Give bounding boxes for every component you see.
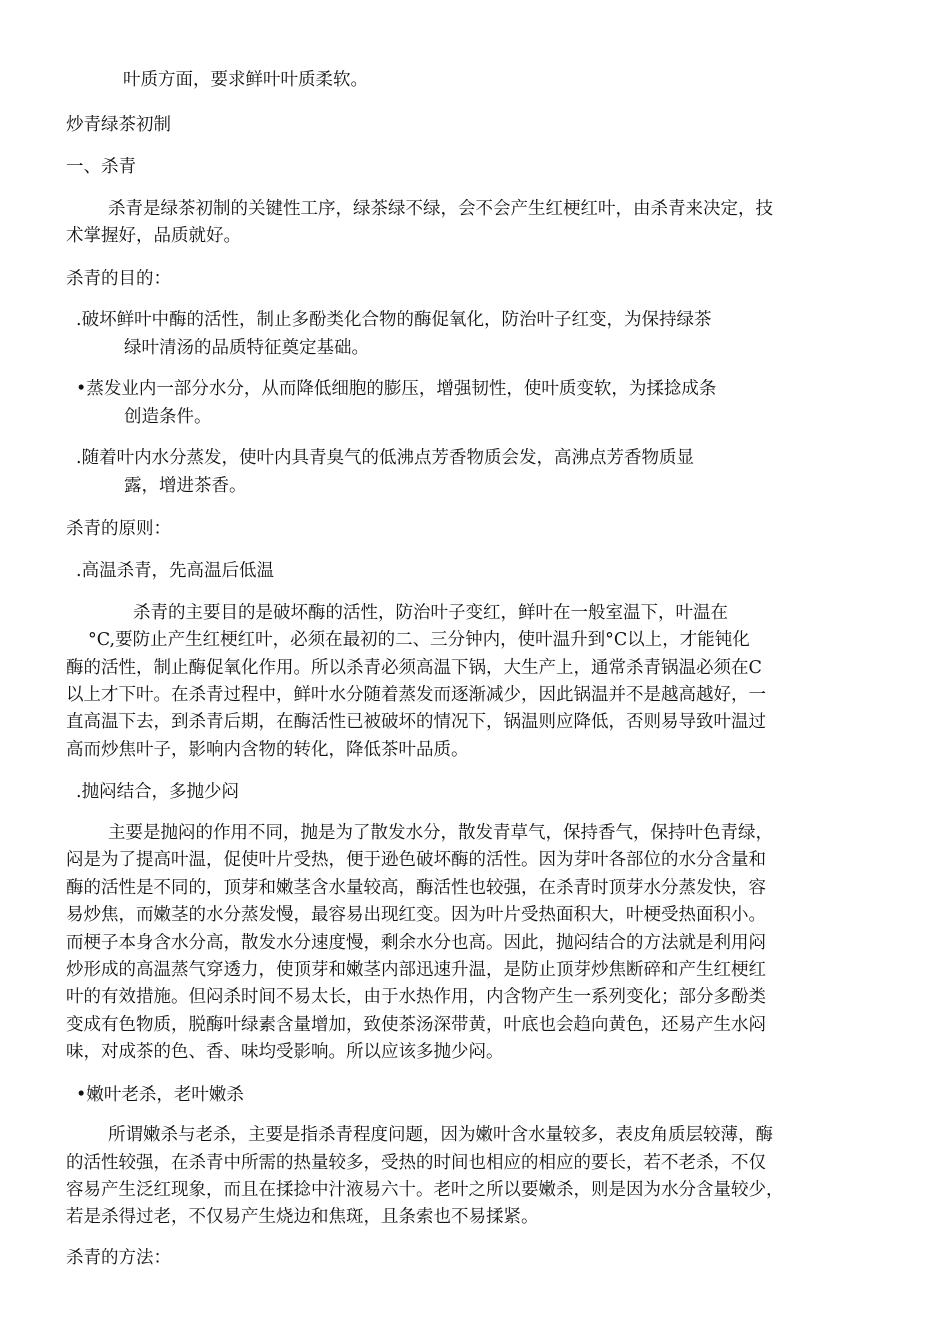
purpose-item-2-line-1: •蒸发业内一部分水分，从而降低细胞的膨压，增强韧性，使叶质变软，为揉捻成条 (76, 379, 717, 399)
paragraph-fixing-intro-line-1: 杀青是绿茶初制的关键性工序，绿茶绿不绿，会不会产生红梗红叶，由杀青来决定，技 (108, 199, 773, 219)
principle-1-title: .高温杀青，先高温后低温 (76, 561, 275, 581)
principle-1-body-line-3: 酶的活性，制止酶促氧化作用。所以杀青必须高温下锅，大生产上，通常杀青锅温必须在C (66, 658, 762, 678)
paragraph-fixing-intro-line-2: 术掌握好，品质就好。 (66, 226, 241, 246)
principle-3-body-line-1: 所谓嫩杀与老杀，主要是指杀青程度问题，因为嫩叶含水量较多，表皮角质层较薄，酶 (108, 1125, 773, 1145)
principle-3-title: •嫩叶老杀，老叶嫩杀 (76, 1085, 244, 1105)
principle-2-body-line-4: 易炒焦，而嫩茎的水分蒸发慢，最容易出现红变。因为叶片受热面积大，叶梗受热面积小。 (66, 905, 766, 925)
principle-3-body-line-3: 容易产生泛红现象，而且在揉捻中汁液易六十。老叶之所以要嫩杀，则是因为水分含量较少， (66, 1180, 784, 1200)
principle-1-body-line-5: 直高温下去，到杀青后期，在酶活性已被破坏的情况下，锅温则应降低，否则易导致叶温过 (66, 712, 766, 732)
principle-1-body-line-4: 以上才下叶。在杀青过程中，鲜叶水分随着蒸发而逐渐减少，因此锅温并不是越高越好，一 (66, 685, 766, 705)
principle-2-body-line-8: 变成有色物质，脱酶叶绿素含量增加，致使茶汤深带黄，叶底也会趋向黄色，还易产生水闷 (66, 1015, 766, 1035)
principle-3-body-line-4: 若是杀得过老，不仅易产生烧边和焦斑，且条索也不易揉紧。 (66, 1207, 539, 1227)
subheading-fixing: 一、杀青 (66, 157, 136, 177)
purpose-item-1-line-2: 绿叶清汤的品质特征奠定基础。 (124, 338, 369, 358)
principle-1-body-line-6: 高而炒焦叶子，影响内含物的转化，降低茶叶品质。 (66, 740, 469, 760)
principle-2-body-line-6: 炒形成的高温蒸气穿透力，使顶芽和嫩茎内部迅速升温，是防止顶芽炒焦断碎和产生红梗红 (66, 960, 766, 980)
heading-fixing-principles: 杀青的原则： (66, 519, 171, 539)
paragraph-leaf-quality: 叶质方面，要求鲜叶叶质柔软。 (123, 70, 368, 90)
principle-2-body-line-5: 而梗子本身含水分高，散发水分速度慢，剩余水分也高。因此，抛闷结合的方法就是利用闷 (66, 933, 766, 953)
principle-1-body-line-1: 杀青的主要目的是破坏酶的活性，防治叶子变红，鲜叶在一般室温下，叶温在 (133, 603, 728, 623)
purpose-item-3-line-2: 露，增进茶香。 (124, 476, 247, 496)
principle-2-body-line-9: 味，对成茶的色、香、味均受影响。所以应该多抛少闷。 (66, 1042, 504, 1062)
principle-2-body-line-1: 主要是抛闷的作用不同，抛是为了散发水分，散发青草气，保持香气，保持叶色青绿， (108, 823, 773, 843)
principle-2-title: .抛闷结合，多抛少闷 (76, 782, 240, 802)
principle-3-body-line-2: 的活性较强，在杀青中所需的热量较多，受热的时间也相应的相应的要长，若不老杀，不仅 (66, 1153, 766, 1173)
section-heading-green-tea-processing: 炒青绿茶初制 (66, 115, 171, 135)
heading-fixing-methods: 杀青的方法： (66, 1248, 171, 1268)
purpose-item-3-line-1: .随着叶内水分蒸发，使叶内具青臭气的低沸点芳香物质会发，高沸点芳香物质显 (76, 448, 695, 468)
principle-2-body-line-3: 酶的活性是不同的，顶芽和嫩茎含水量较高，酶活性也较强，在杀青时顶芽水分蒸发快，容 (66, 878, 766, 898)
purpose-item-1-line-1: .破坏鲜叶中酶的活性，制止多酚类化合物的酶促氧化，防治叶子红变，为保持绿茶 (76, 310, 712, 330)
heading-fixing-purpose: 杀青的目的： (66, 269, 171, 289)
principle-2-body-line-7: 叶的有效措施。但闷杀时间不易太长，由于水热作用，内含物产生一系列变化；部分多酚类 (66, 987, 766, 1007)
principle-2-body-line-2: 闷是为了提高叶温，促使叶片受热，便于逊色破坏酶的活性。因为芽叶各部位的水分含量和 (66, 850, 766, 870)
purpose-item-2-line-2: 创造条件。 (124, 407, 212, 427)
principle-1-body-line-2: °C,要防止产生红梗红叶，必须在最初的二、三分钟内，使叶温升到°C以上，才能钝化 (88, 630, 750, 650)
